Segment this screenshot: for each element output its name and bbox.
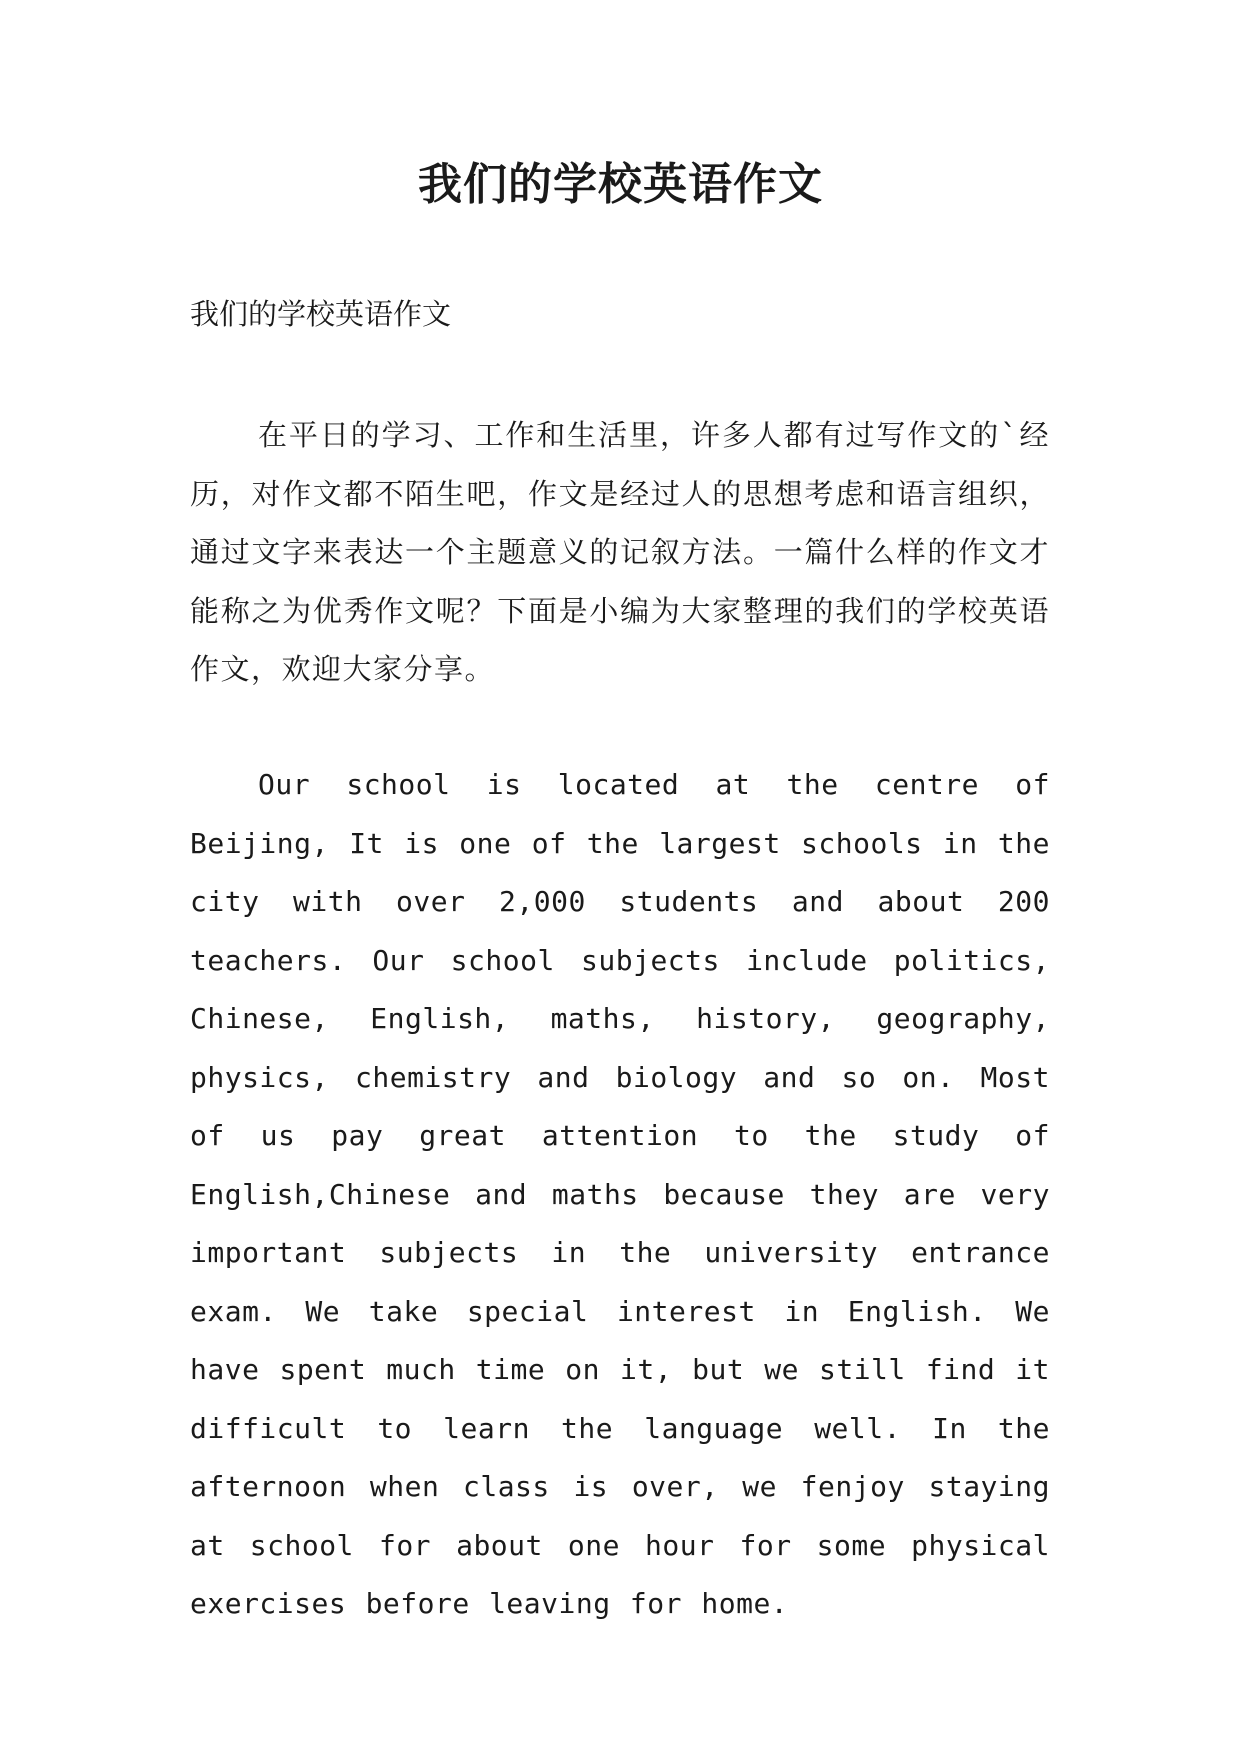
document-title: 我们的学校英语作文 — [418, 159, 823, 210]
intro-paragraph: 在平日的学习、工作和生活里，许多人都有过写作文的`经历，对作文都不陌生吧，作文是经过人的思想考虑和语言组织，通过文字来表达一个主题意义的记叙方法。一篇什么样的作文才能称之为优秀作文呢？下面是小编为大家整理的我们的学校英语作文，欢迎大家分享。 — [190, 418, 1050, 686]
essay-paragraph: Our school is located at the centre of Beijing, It is one of the largest schools in the city with over 2,000 students and about 200 teachers. Our school subjects include politics, Chinese, English, maths, history, geography, physics, chemistry and biology and so on. Most of us pay great attention to the study of English,Chinese and maths because they are very important subjects in the university entrance exam. We take special interest in English. We have spent much time on it, but we still find it difficult to learn the language well. In the afternoon when class is over, we fenjoy staying at school for about one hour for some physical exercises before leaving for home. — [190, 768, 1050, 1620]
document-subtitle: 我们的学校英语作文 — [190, 297, 452, 331]
